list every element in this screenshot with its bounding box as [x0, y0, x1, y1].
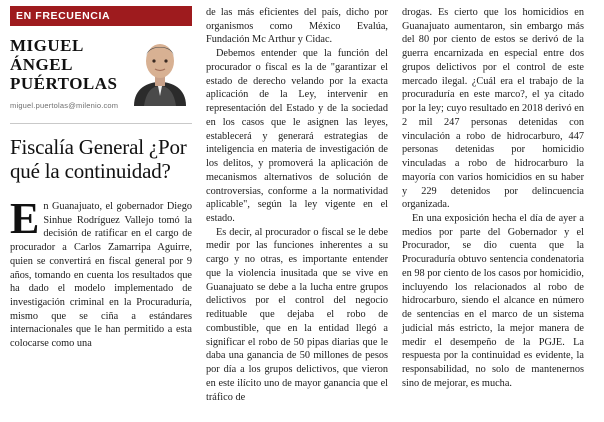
column-3 [402, 6, 584, 416]
paragraph-text: n Guanajuato, el gobernador Diego Sinhue Rodríguez Vallejo tomó la decisión de ratificar en el cargo de procurador a Carlos Zamarripa Aguirre, quien se convertirá en fiscal general por 9 años, tomando en cuenta los resultados que ha dado el modelo implementado de investigación criminal en la Procuraduría, mismo que se ciña a estándares internacionales que le han permitido a esta colocarse como una [10, 200, 192, 350]
paragraph: En una exposición hecha el día de ayer a medios por parte del Gobernador y el Procurador, se dio cuenta que la Procuraduría obtuvo sentencia condenatoria en 98 por ciento de los casos por homicidio, incluyendo los relacionados al robo de hidrocarburo, siendo el alcance en número de sentencias en el marco de un sistema judicial más estricto, la mejor manera de medir el desempeño de la PGJE. La respuesta por la continuidad es evidente, la responsabilidad, no solo de mantenernos sino de mejorar, es mucha. [402, 213, 584, 389]
section-kicker: EN FRECUENCIA [10, 6, 192, 26]
column-3-body [402, 6, 584, 391]
author-name: MIGUEL ÁNGEL PUÉRTOLAS [10, 36, 118, 94]
paragraph: drogas. Es cierto que los homicidios en Guanajuato aumentaron, sin embargo más del 80 por ciento de estos se derivó de la guerra encarnizada en especial entre dos grupos delictivos por el control de este mercado ilegal. ¿Cuál era el trabajo de la procuraduría en este marco?, el ya citado por la ley; cuyo resultado en 2018 derivó en 2 mil 247 personas detenidas con vinculación a robo de hidrocarburo, 447 personas detenidas por homicidio vinculadas a robo de hidrocarburo la mayoría con varios homicidios en su haber y 229 detenidos por delincuencia organizada. [402, 7, 584, 211]
drop-cap: E [10, 193, 40, 243]
article-columns [10, 6, 594, 416]
paragraph [10, 193, 192, 351]
page-title: Fiscalía General ¿Por qué la continuidad? [10, 135, 187, 183]
column-2 [206, 6, 388, 416]
author-email: miguel.puertolas@milenio.com [10, 101, 119, 111]
author-block [10, 36, 192, 114]
paragraph: Es decir, al procurador o fiscal se le debe medir por las funciones inherentes a su cargo y no otras, es importante entender que la violencia inusitada que se vive en Guanajuato se debe a la lucha entre grupos delictivos por el control del negocio redituable que dejaba el robo de combustible, que en la entidad llegó a significar el robo de 50 pipas diarias que le daba una ganancia de 50 millones de pesos por día a los grupos delictivos, que vieron en este ilícito uno de mayor ganancia que el tráfico de [206, 226, 388, 403]
author-portrait-photo [128, 34, 192, 106]
column-2-body [206, 6, 388, 404]
author-divider [10, 123, 192, 124]
paragraph: Debemos entender que la función del procurador o fiscal es la de "garantizar el estado de derecho velando por la exacta aplicación de la Ley, intervenir en representación del Estado y de la sociedad en los casos que le asignen las leyes, establecerá y generará estrategias de inteligencia en materia de investigación de los delitos, y promoverá la aplicación de mecanismos alternativos de solución de controversias, conforme a la normatividad aplicable", según la ley vigente en el estado. [206, 48, 388, 225]
column-1-body [10, 193, 192, 351]
paragraph: de las más eficientes del país, dicho por organismos como México Evalúa, Fundación Mc Arthur y Cidac. [206, 7, 388, 46]
column-1 [10, 6, 192, 416]
